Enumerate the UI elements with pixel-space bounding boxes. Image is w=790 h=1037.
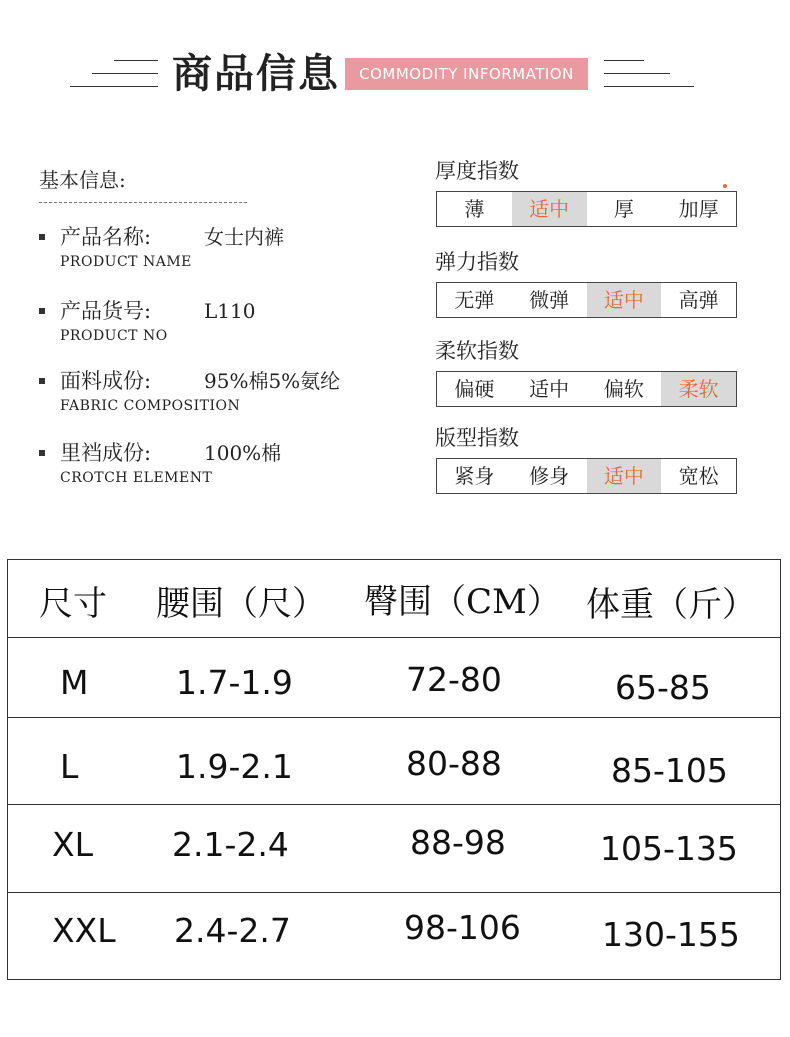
index-title-thickness: 厚度指数 — [435, 159, 519, 183]
info-value: 95%棉5%氨纶 — [204, 369, 341, 393]
info-label: 面料成份: — [60, 369, 152, 393]
index-box-fit — [436, 458, 737, 494]
table-header-row — [8, 560, 780, 638]
info-value: 100%棉 — [204, 441, 282, 465]
table-cell-weight: 65-85 — [615, 668, 711, 707]
table-cell-weight: 105-135 — [600, 829, 738, 868]
info-value: 女士内裤 — [204, 225, 284, 249]
header-line-left-short1 — [114, 60, 158, 61]
info-sub-label: CROTCH ELEMENT — [60, 470, 213, 486]
header-line-right-short1 — [604, 60, 644, 61]
bullet-icon — [39, 234, 45, 240]
table-cell-waist: 1.9-2.1 — [176, 747, 293, 786]
index-option: 偏软 — [603, 377, 644, 401]
table-cell-waist: 1.7-1.9 — [176, 663, 293, 702]
index-option-selected: 适中 — [512, 192, 587, 226]
table-cell-hip: 72-80 — [406, 660, 502, 699]
table-cell-hip: 80-88 — [406, 744, 502, 783]
page-subtitle-badge: COMMODITY INFORMATION — [345, 58, 588, 90]
index-box-thickness — [436, 191, 737, 227]
index-option: 偏硬 — [454, 377, 495, 401]
table-cell-hip: 88-98 — [410, 823, 506, 862]
info-label: 产品名称: — [60, 225, 152, 249]
index-option-selected: 柔软 — [661, 372, 736, 406]
index-option: 薄 — [464, 197, 485, 221]
table-cell-size: XXL — [52, 911, 116, 950]
index-option: 适中 — [529, 377, 570, 401]
index-title-softness: 柔软指数 — [435, 339, 519, 363]
table-cell-size: M — [60, 663, 89, 702]
table-cell-weight: 130-155 — [602, 915, 740, 954]
table-row — [8, 638, 780, 718]
bullet-icon — [39, 378, 45, 384]
header-line-right-long — [604, 86, 694, 87]
index-title-elasticity: 弹力指数 — [435, 250, 519, 274]
table-header-cell: 臀围（CM） — [364, 582, 561, 622]
table-row — [8, 718, 780, 805]
accent-dot — [723, 184, 727, 188]
table-cell-hip: 98-106 — [404, 908, 521, 947]
index-title-fit: 版型指数 — [435, 426, 519, 450]
basic-info-title: 基本信息: — [39, 168, 126, 192]
table-cell-size: L — [60, 747, 79, 786]
info-sub-label: PRODUCT NO — [60, 328, 168, 344]
index-option-selected: 适中 — [587, 283, 662, 317]
table-cell-waist: 2.1-2.4 — [172, 825, 289, 864]
info-label: 里裆成份: — [60, 441, 152, 465]
table-cell-size: XL — [52, 825, 93, 864]
info-label: 产品货号: — [60, 299, 152, 323]
table-header-cell: 尺寸 — [39, 584, 107, 624]
index-option: 修身 — [529, 464, 570, 488]
bullet-icon — [39, 450, 45, 456]
size-table — [7, 559, 781, 980]
basic-info-divider — [39, 202, 247, 203]
bullet-icon — [39, 308, 45, 314]
index-box-softness — [436, 371, 737, 407]
info-sub-label: FABRIC COMPOSITION — [60, 398, 241, 414]
info-value: L110 — [204, 299, 256, 323]
table-header-cell: 腰围（尺） — [156, 584, 326, 624]
index-option: 厚 — [613, 197, 634, 221]
index-option: 加厚 — [678, 197, 719, 221]
header-line-left-long — [70, 86, 158, 87]
index-option: 微弹 — [529, 288, 570, 312]
table-row — [8, 893, 780, 980]
header-line-left-short2 — [92, 73, 158, 74]
header-line-right-short2 — [604, 73, 670, 74]
index-option: 宽松 — [678, 464, 719, 488]
index-option-selected: 适中 — [587, 459, 662, 493]
info-sub-label: PRODUCT NAME — [60, 254, 192, 270]
index-option: 高弹 — [678, 288, 719, 312]
index-box-elasticity — [436, 282, 737, 318]
index-option: 紧身 — [454, 464, 495, 488]
table-header-cell: 体重（斤） — [586, 585, 756, 625]
index-option: 无弹 — [454, 288, 495, 312]
table-cell-waist: 2.4-2.7 — [174, 911, 291, 950]
page-title: 商品信息 — [172, 50, 340, 97]
table-cell-weight: 85-105 — [611, 751, 728, 790]
table-row — [8, 805, 780, 893]
